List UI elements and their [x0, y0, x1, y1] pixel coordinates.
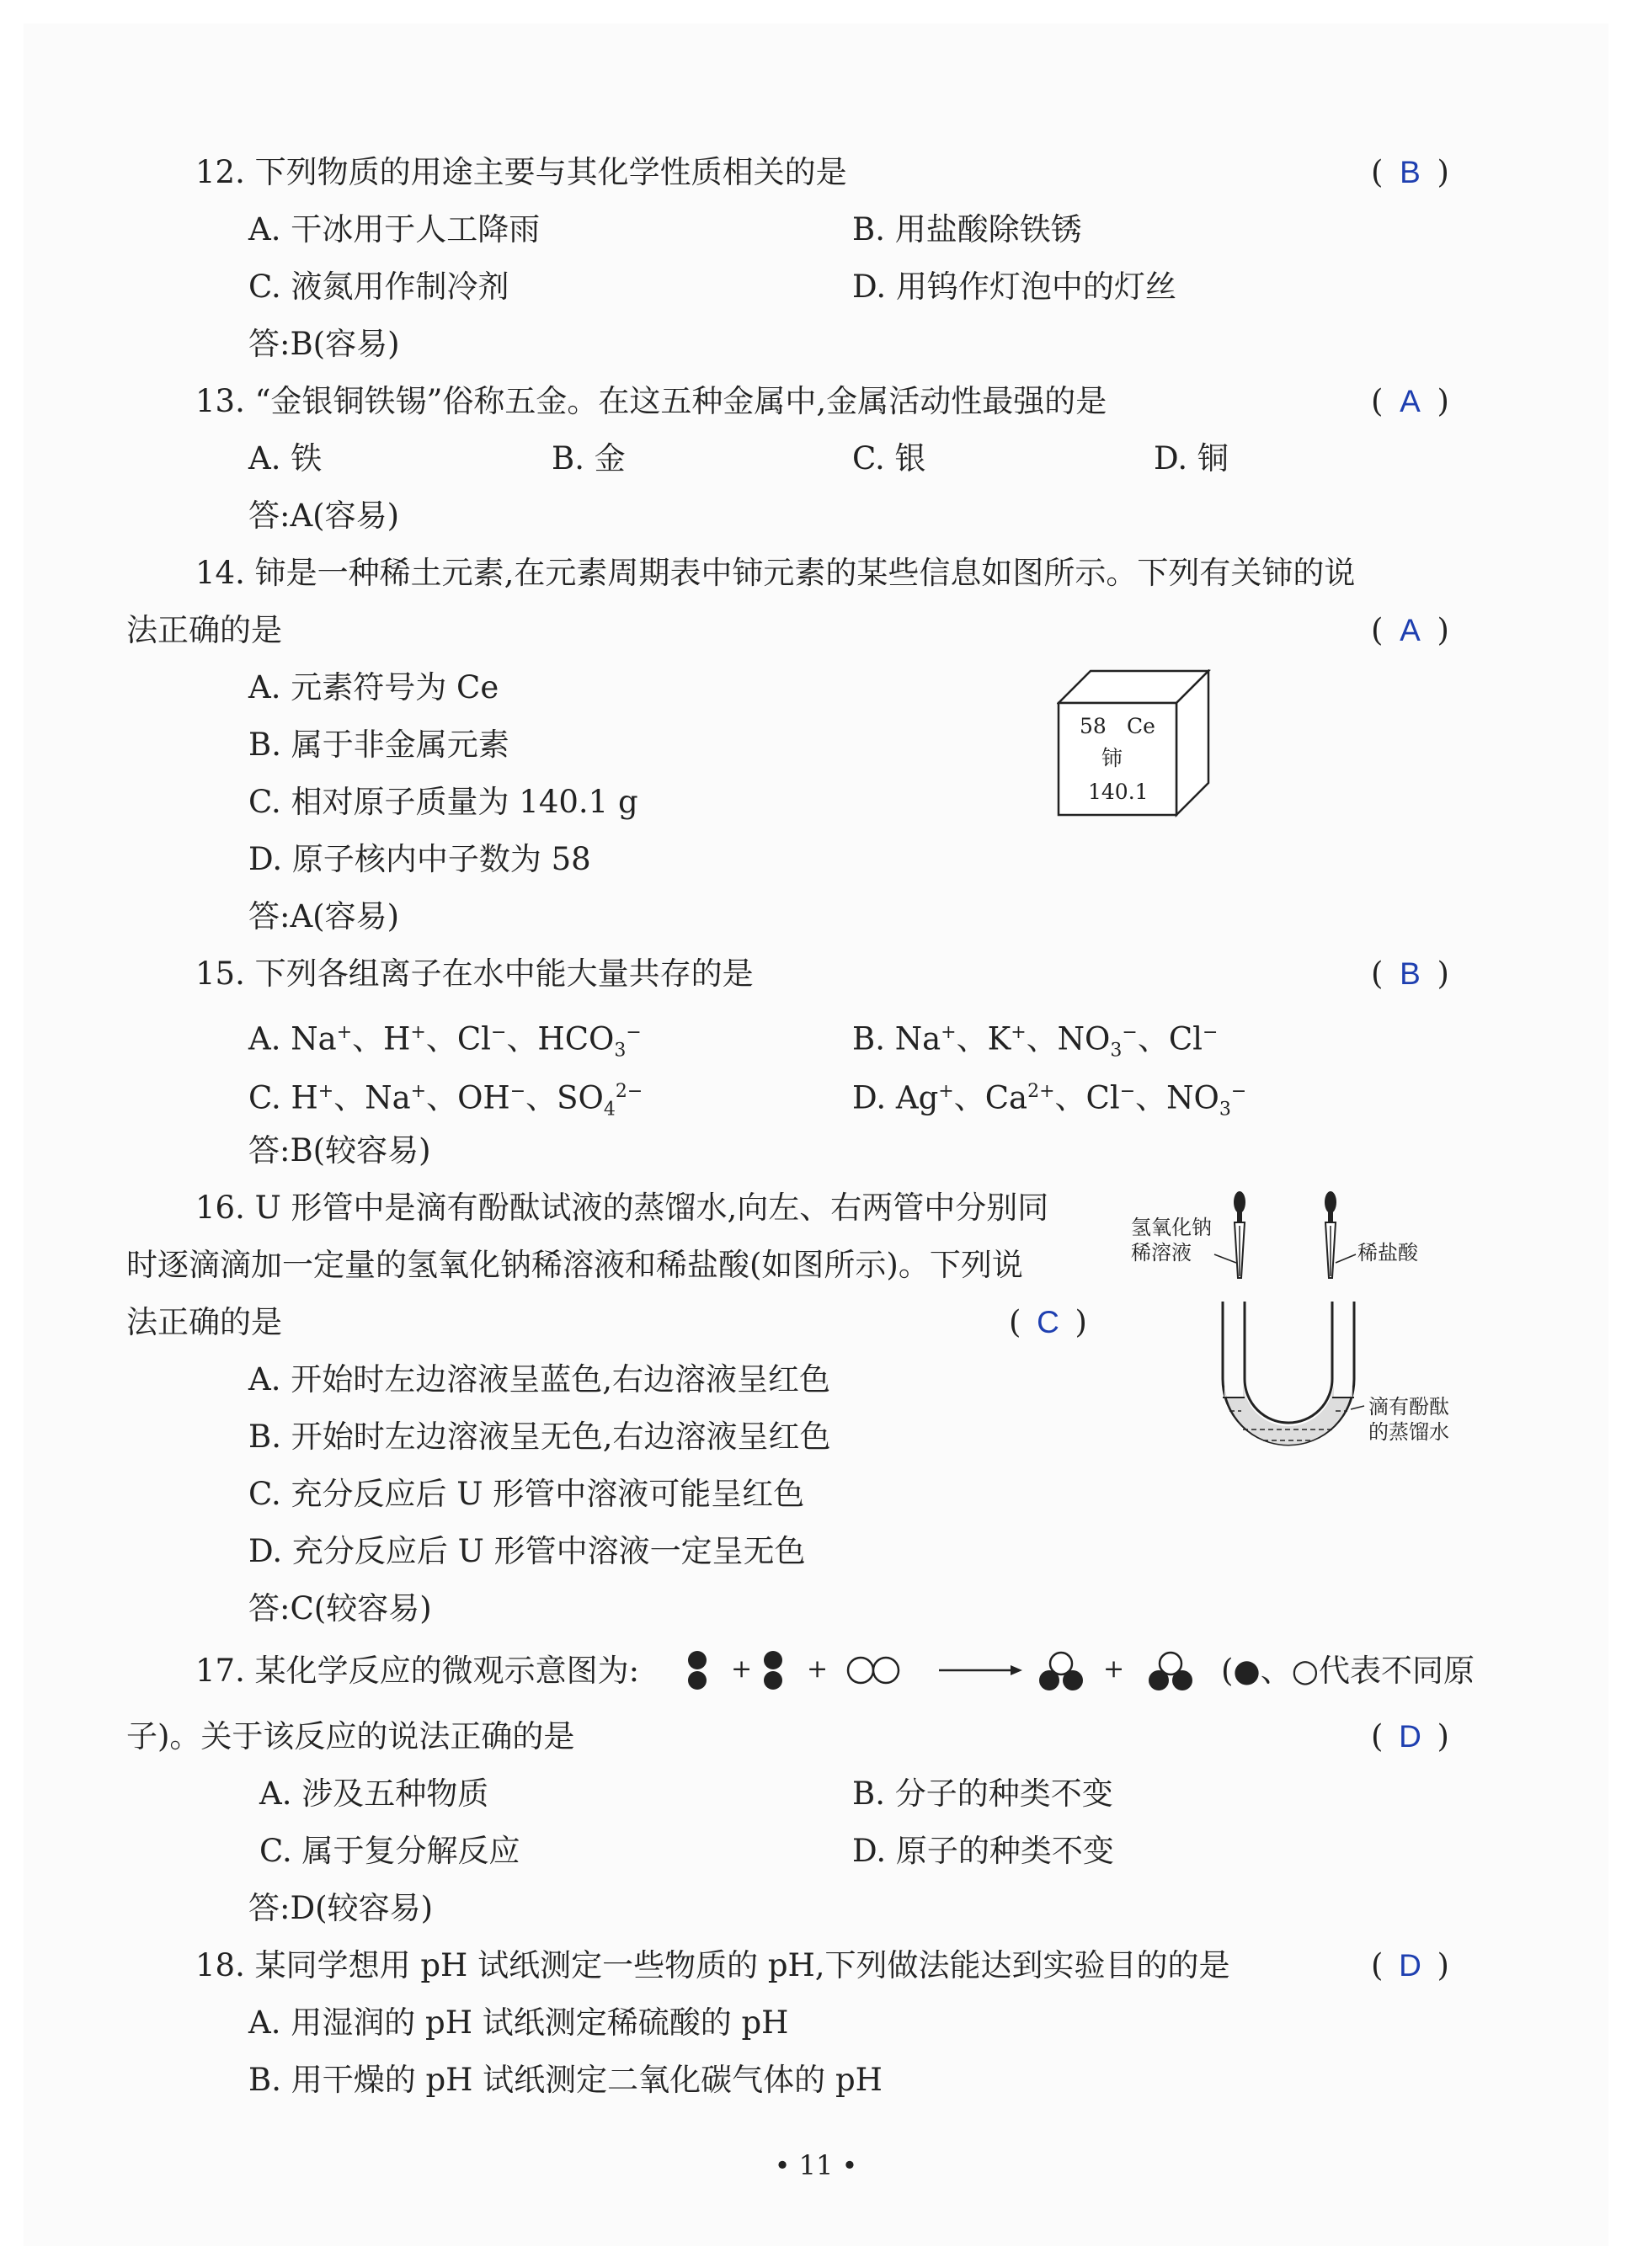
page-number: • 11 •: [774, 2149, 858, 2181]
q17-answer-note: 答:D(较容易): [248, 1890, 434, 1926]
q14-answer-note: 答:A(容易): [248, 898, 400, 934]
q14-option-a: A. 元素符号为 Ce: [248, 669, 499, 705]
q15-option-b: B. Na+、K+、$NO_3^-$、Cl−: [852, 1020, 1219, 1062]
q13-option-d: D. 铜: [1154, 440, 1229, 476]
reactant-molecule-1: [688, 1651, 707, 1690]
q17-stem-suffix: (●、○代表不同原: [1221, 1653, 1475, 1689]
q15-answer-note: 答:B(较容易): [248, 1132, 431, 1169]
q16-answer-note: 答:C(较容易): [248, 1590, 432, 1626]
card-symbol: Ce: [1127, 714, 1155, 738]
q17-option-c: C. 属于复分解反应: [259, 1833, 520, 1869]
q18-answer: ( D ): [1371, 1947, 1449, 1983]
q13-option-a: A. 铁: [248, 440, 323, 476]
fig-label-hcl: 稀盐酸: [1357, 1241, 1418, 1264]
q16-option-b: B. 开始时左边溶液呈无色,右边溶液呈红色: [248, 1419, 831, 1455]
q18-option-a: A. 用湿润的 pH 试纸测定稀硫酸的 pH: [248, 2004, 789, 2041]
q16-option-d: D. 充分反应后 U 形管中溶液一定呈无色: [248, 1533, 806, 1569]
q13-stem: 13. “金银铜铁锡”俗称五金。在这五种金属中,金属活动性最强的是: [195, 383, 1107, 419]
q14-stem-line1: 14. 铈是一种稀土元素,在元素周期表中铈元素的某些信息如图所示。下列有关铈的说: [195, 555, 1356, 591]
q18-option-b: B. 用干燥的 pH 试纸测定二氧化碳气体的 pH: [248, 2062, 883, 2098]
fig-label-naoh-1: 氢氧化钠: [1131, 1216, 1212, 1239]
q16-stem-line3: 法正确的是: [126, 1304, 282, 1340]
q17-answer: ( D ): [1371, 1718, 1449, 1754]
q15-stem: 15. 下列各组离子在水中能大量共存的是: [195, 956, 754, 992]
q15-option-d: D. Ag+、$Ca^{2+}$、Cl−、$NO_3^-$: [852, 1079, 1247, 1121]
card-atomic-number: 58: [1080, 714, 1107, 738]
q12-option-c: C. 液氮用作制冷剂: [248, 269, 509, 305]
q16-stem-line1: 16. U 形管中是滴有酚酞试液的蒸馏水,向左、右两管中分别同: [195, 1190, 1049, 1226]
reactant-molecule-3: [848, 1658, 899, 1683]
q16-stem-line2: 时逐滴滴加一定量的氢氧化钠稀溶液和稀盐酸(如图所示)。下列说: [126, 1247, 1023, 1283]
q14-option-b: B. 属于非金属元素: [248, 727, 509, 763]
q15-answer: ( B ): [1371, 956, 1449, 992]
q15-option-a: A. Na+、H+、Cl−、$HCO_3^-$: [248, 1020, 642, 1062]
q16-option-a: A. 开始时左边溶液呈蓝色,右边溶液呈红色: [248, 1361, 831, 1398]
u-tube-inner: [1245, 1302, 1332, 1423]
q13-answer: ( A ): [1371, 383, 1449, 419]
q15-option-c: C. H+、Na+、OH−、$SO_4^{2-}$: [248, 1079, 643, 1121]
q17-stem-line2: 子)。关于该反应的说法正确的是: [126, 1718, 575, 1754]
q12-answer-note: 答:B(容易): [248, 326, 400, 362]
q14-option-c: C. 相对原子质量为 140.1 g: [248, 784, 638, 820]
fig-label-water-2: 的蒸馏水: [1368, 1420, 1449, 1444]
fig-label-naoh-2: 稀溶液: [1131, 1241, 1192, 1264]
q12-option-d: D. 用钨作灯泡中的灯丝: [852, 269, 1176, 305]
fig-label-water-1: 滴有酚酞: [1368, 1395, 1449, 1419]
q14-answer: ( A ): [1371, 612, 1449, 648]
plus-sign-1: +: [731, 1654, 753, 1684]
plus-sign-2: +: [807, 1654, 829, 1684]
card-element-name: 铈: [1101, 746, 1123, 770]
q16-option-c: C. 充分反应后 U 形管中溶液可能呈红色: [248, 1476, 805, 1512]
q12-option-a: A. 干冰用于人工降雨: [248, 211, 541, 248]
q17-stem-prefix: 17. 某化学反应的微观示意图为:: [195, 1653, 640, 1689]
reaction-diagram: [674, 1642, 1221, 1701]
reactant-molecule-2: [764, 1651, 782, 1690]
q13-option-b: B. 金: [552, 440, 626, 476]
q12-stem: 12. 下列物质的用途主要与其化学性质相关的是: [195, 154, 847, 190]
product-molecule-2: [1149, 1653, 1192, 1690]
distilled-water: [1224, 1381, 1352, 1445]
card-atomic-mass: 140.1: [1088, 780, 1149, 804]
q14-stem-line2: 法正确的是: [126, 612, 282, 648]
q17-option-d: D. 原子的种类不变: [852, 1833, 1114, 1869]
plus-sign-3: +: [1103, 1654, 1125, 1684]
q13-answer-note: 答:A(容易): [248, 498, 400, 534]
q12-option-b: B. 用盐酸除铁锈: [852, 211, 1082, 248]
q13-option-c: C. 银: [852, 440, 926, 476]
q14-option-d: D. 原子核内中子数为 58: [248, 841, 591, 877]
q12-answer: ( B ): [1371, 154, 1449, 190]
left-dropper: [1234, 1191, 1245, 1278]
product-molecule-1: [1039, 1653, 1083, 1690]
q17-option-b: B. 分子的种类不变: [852, 1776, 1113, 1812]
right-dropper: [1325, 1191, 1336, 1278]
q17-option-a: A. 涉及五种物质: [259, 1776, 489, 1812]
q18-stem: 18. 某同学想用 pH 试纸测定一些物质的 pH,下列做法能达到实验目的的是: [195, 1947, 1230, 1983]
q16-answer: ( C ): [1009, 1304, 1087, 1340]
